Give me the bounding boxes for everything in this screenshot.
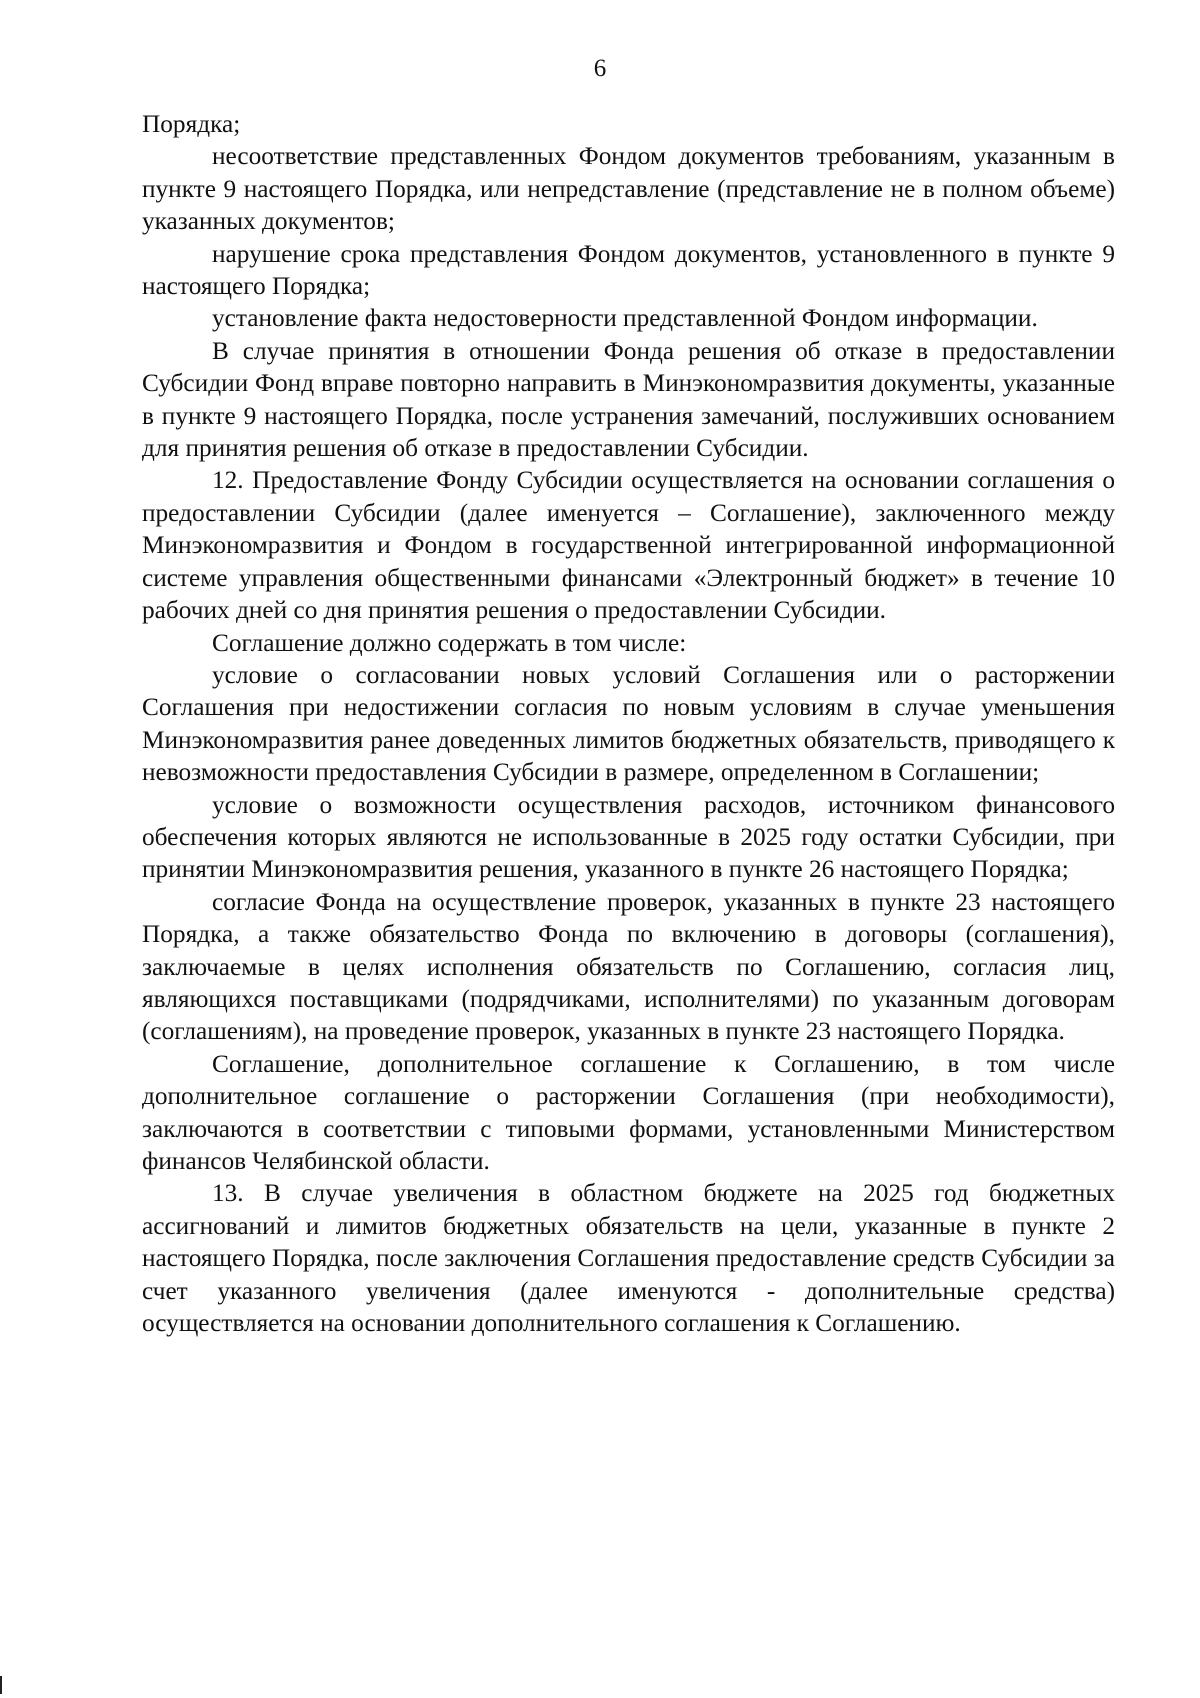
paragraph: установление факта недостоверности представленной Фондом информации.	[212, 304, 1038, 333]
paragraph: Соглашение, дополнительное соглашение к Соглашению, в том числе дополнительное соглашение о расторжении Соглашения (при необходимости), заключаются в соответствии с типовыми формами, установленными Министерством финансов Челябинской области.	[142, 1049, 1115, 1175]
paragraph: 12. Предоставление Фонду Субсидии осуществляется на основании соглашения о предоставлении Субсидии (далее именуется – Соглашение), заключенного между Минэкономразвития и Фондом в государственной интегрированной информационной системе управления общественными финансами «Электронный бюджет» в течение 10 рабочих дней со дня принятия решения о предоставлении Субсидии.	[142, 466, 1115, 625]
paragraph: Порядка;	[142, 110, 241, 138]
paragraph: 13. В случае увеличения в областном бюджете на 2025 год бюджетных ассигнований и лимитов бюджетных обязательств на цели, указанные в пункте 2 настоящего Порядка, после заключения Соглашения предоставление средств Субсидии за счет указанного увеличения (далее именуются - дополнительные средства) осуществляется на основании дополнительного соглашения к Соглашению.	[142, 1179, 1115, 1338]
paragraph: В случае принятия в отношении Фонда решения об отказе в предоставлении Субсидии Фонд вправе повторно направить в Минэкономразвития документы, указанные в пункте 9 настоящего Порядка, после устранения замечаний, послуживших основанием для принятия решения об отказе в предоставлении Субсидии.	[142, 336, 1115, 463]
paragraph: нарушение срока представления Фондом документов, установленного в пункте 9 настоящего Порядка;	[142, 239, 1115, 301]
paragraph: условие о согласовании новых условий Соглашения или о расторжении Соглашения при недостижении согласия по новым условиям в случае уменьшения Минэкономразвития ранее доведенных лимитов бюджетных обязательств, приводящего к невозможности предоставления Субсидии в размере, определенном в Соглашении;	[142, 660, 1115, 787]
paragraph: несоответствие представленных Фондом документов требованиям, указанным в пункте 9 настоящего Порядка, или непредставление (представление не в полном объеме) указанных документов;	[142, 142, 1115, 236]
paragraph: условие о возможности осуществления расходов, источником финансового обеспечения которых являются не использованные в 2025 году остатки Субсидии, при принятии Минэкономразвития решения, указанного в пункте 26 настоящего Порядка;	[142, 790, 1115, 884]
document-body	[142, 108, 1115, 1339]
page-number: 6	[593, 55, 607, 82]
scan-edge-mark	[0, 1676, 2, 1694]
paragraph: согласие Фонда на осуществление проверок, указанных в пункте 23 настоящего Порядка, а также обязательство Фонда по включению в договоры (соглашения), заключаемые в целях исполнения обязательств по Соглашению, согласия лиц, являющихся поставщиками (подрядчиками, исполнителями) по указанным договорам (соглашениям), на проведение проверок, указанных в пункте 23 настоящего Порядка.	[142, 887, 1115, 1046]
paragraph: Соглашение должно содержать в том числе:	[212, 628, 687, 657]
